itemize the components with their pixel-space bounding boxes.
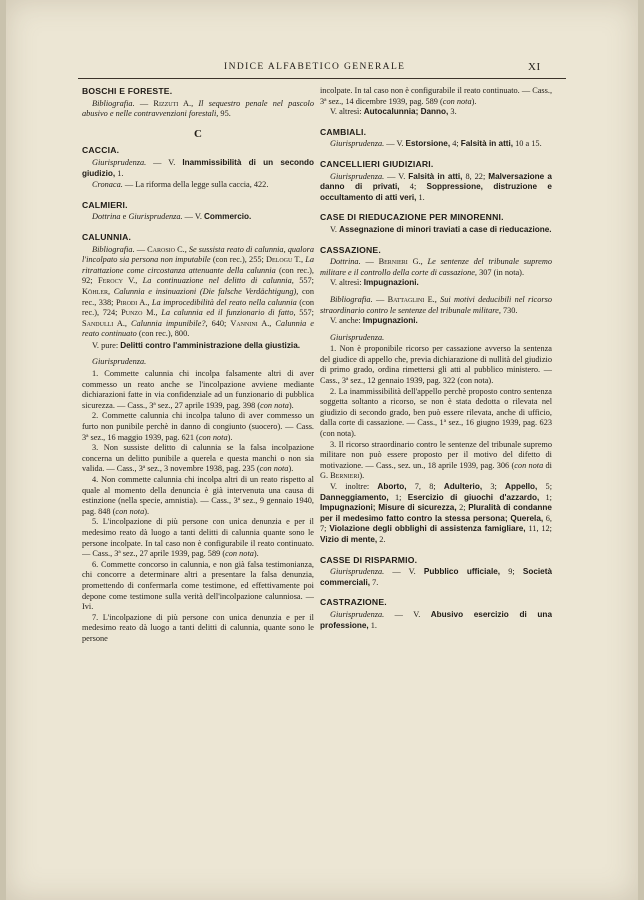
entry-heading: CASE DI RIEDUCAZIONE PER MINORENNI. — [320, 212, 504, 223]
entry-text: Cronaca. — La riforma della legge sulla caccia, 422. — [92, 180, 269, 190]
entry-text: V. altresì: Impugnazioni. — [330, 278, 419, 288]
entry-text: Bibliografia. — Carosio C., Se sussista reato di calunnia, qualora l'incolpato sia persona non imputabile (con rec.), 255; Delogu T., La ritrattazione come circostanza attenuante della calunnia (con rec.), 92; Ferocy V., La continuazione nel delitto di calunnia, 557; Köhler, Calunnia e insinuazioni (Die falsche Verdächtigung), con rec., 338; Pirodi A., La improcedibilità del reato nella calunnia (con rec.), 724; Punzo M., La calunnia ed il funzionario di fatto, 557; Sandulli A., Calunnia impunibile?, 640; Vannini A., Calunnia e reato continuato (con rec.), 800. — [82, 244, 314, 339]
entry-cancellieri — [320, 159, 552, 203]
page-header — [6, 58, 638, 78]
entry-cambiali — [320, 127, 552, 150]
entry-text: Dottrina e Giurisprudenza. — V. Commercio. — [92, 212, 252, 222]
entry-heading: CALMIERI. — [82, 199, 128, 210]
entry-heading: CALUNNIA. — [82, 231, 132, 242]
entry-text: incolpate. In tal caso non è configurabile il reato continuato. — Cass., 3ª sez., 14 dicembre 1939, pag. 589 (con nota). — [320, 86, 552, 106]
maxim-item: 3. Il ricorso straordinario contro le sentenze del tribunale supremo militare non può essere proposto per il motivo del difetto di motivazione. — Cass., sez. un., 18 aprile 1939, pag. 306 (con nota di G. Bernieri). — [320, 439, 552, 481]
page-sheet — [6, 0, 638, 900]
right-column — [320, 86, 552, 886]
entry-text: Giurisprudenza. — V. Abusivo esercizio di una professione, 1. — [320, 609, 552, 630]
entry-text: V. Assegnazione di minori traviati a case di rieducazione. — [330, 224, 552, 234]
entry-heading: CASSE DI RISPARMIO. — [320, 554, 418, 565]
maxim-item: 1. Non è proponibile ricorso per cassazione avverso la sentenza del giudice di appello che, previa dichiarazione di nullità del giudizio di primo grado, ordina rimettersi gli atti al pubblico ministero. — Cass., 3ª sez., 12 gennaio 1939, pag. 322 (con nota). — [320, 344, 552, 386]
entry-text: Giurisprudenza. — V. Pubblico ufficiale, 9; Società commerciali, 7. — [320, 567, 552, 587]
entry-heading: BOSCHI E FORESTE. — [82, 86, 173, 96]
entry-castrazione — [320, 597, 552, 631]
entry-heading: CASSAZIONE. — [320, 244, 381, 255]
entry-text: Giurisprudenza. — V. Falsità in atti, 8, 22; Malversazione a danno di privati, 4; Soppressione, distruzione e occultamento di atti veri, 1. — [320, 171, 552, 202]
maxim-item: 5. L'incolpazione di più persone con unica denunzia e per il medesimo reato dà luogo a tanti delitti di calunnia quante sono le persone incolpate. In tal caso non è configurabile il reato continuato. — Cass., 3ª sez., 27 aprile 1939, pag. 589 (con nota). — [82, 517, 314, 559]
entry-text: Giurisprudenza. — V. Inammissibilità di un secondo giudizio, 1. — [82, 157, 314, 178]
maxim-item: 7. L'incolpazione di più persone con unica denunzia e per il medesimo reato dà luogo a tanti delitti di calunnia, quante sono le persone — [82, 612, 314, 643]
section-label: Giurisprudenza. — [92, 357, 147, 367]
maxim-item: 3. Non sussiste delitto di calunnia se la falsa incolpazione concerna un delitto punibile a querela e questa manchi o non sia valida. — Cass., 3ª sez., 3 novembre 1938, pag. 235 (con nota). — [82, 443, 314, 474]
entry-heading: CASTRAZIONE. — [320, 597, 387, 608]
entry-text: Bibliografia. — Battaglini E., Sui motivi deducibili nel ricorso straordinario contro le sentenze del tribunale militare, 730. — [320, 294, 552, 315]
running-title: INDICE ALFABETICO GENERALE — [224, 62, 406, 72]
entry-casse-risparmio — [320, 555, 552, 589]
entry-text: Dottrina. — Bernieri G., Le sentenze del tribunale supremo militare e il controllo della corte di cassazione, 307 (in nota). — [320, 257, 552, 277]
entry-cassazione — [320, 245, 552, 546]
entry-caccia — [82, 145, 314, 190]
entry-calmieri — [82, 200, 314, 223]
entry-heading: CANCELLIERI GIUDIZIARI. — [320, 158, 434, 169]
entry-case-rieducazione — [320, 212, 552, 235]
entry-text: V. pure: Delitti contro l'amministrazione della giustizia. — [92, 340, 301, 350]
entry-text: V. altresì: Autocalunnia; Danno, 3. — [330, 107, 457, 117]
maxim-item: 4. Non commette calunnia chi incolpa altri di un reato rispetto al quale al momento della denuncia è già intervenuta una causa di estinzione (nella specie, amnistia). — Cass., 3ª sez., 9 gennaio 1940, pag. 848 (con nota). — [82, 475, 314, 516]
entry-text: V. anche: Impugnazioni. — [330, 316, 418, 326]
header-rule — [78, 78, 566, 79]
maxim-item: 2. La inammissibilità dell'appello perchè proposto contro sentenza soggetta soltanto a ricorso, se non è stata dedotta o rilevata nel giudizio di secondo grado, ben può essere rilevata, anche di ufficio, dalla corte di cassazione. — Cass., 1ª sez., 16 giugno 1939, pag. 623 (con nota). — [320, 386, 552, 439]
entry-calunnia — [82, 232, 314, 645]
entry-calunnia-continued — [320, 86, 552, 118]
entry-heading: CACCIA. — [82, 145, 120, 156]
section-letter-c: C — [194, 127, 202, 140]
entry-text: Giurisprudenza. — V. Estorsione, 4; Falsità in atti, 10 a 15. — [330, 139, 542, 149]
page-number: XI — [528, 61, 541, 73]
section-label: Giurisprudenza. — [330, 332, 385, 342]
entry-text: V. inoltre: Aborto, 7, 8; Adulterio, 3; Appello, 5; Danneggiamento, 1; Esercizio di giuochi d'azzardo, 1; Impugnazioni; Misure di sicurezza, 2; Pluralità di condanne per il medesimo fatto contro la stessa persona; Querela, 6, 7; Violazione degli obblighi di assistenza famigliare, 11, 12; Vizio di mente, 2. — [320, 482, 552, 544]
left-column — [82, 86, 314, 886]
entry-text: Bibliografia. — Rizzuti A., Il sequestro penale nel pascolo abusivo e nelle contravvenzioni forestali, 95. — [82, 98, 314, 119]
maxim-item: 2. Commette calunnia chi incolpa taluno di aver commesso un furto non punibile perchè in danno di congiunto (suocero). — Cass. 3ª sez., 16 maggio 1939, pag. 621 (con nota). — [82, 411, 314, 442]
maxim-item: 6. Commette concorso in calunnia, e non già falsa testimonianza, chi concorre a determinare altri a presentare la falsa denunzia, promettendo di confermarla come testimone, ed effettivamente poi depone come testimone sulla verità dell'incolpazione calunniosa. — Ivi. — [82, 559, 314, 612]
maxim-item: 1. Commette calunnia chi incolpa falsamente altri di aver commesso un reato anche se l'incolpazione avviene mediante dichiarazioni fatte in via confidenziale ad un funzionario di pubblica sicurezza. — Cass., 3ª sez., 27 aprile 1939, pag. 398 (con nota). — [82, 369, 314, 410]
entry-boschi — [82, 86, 314, 120]
entry-heading: CAMBIALI. — [320, 126, 367, 137]
